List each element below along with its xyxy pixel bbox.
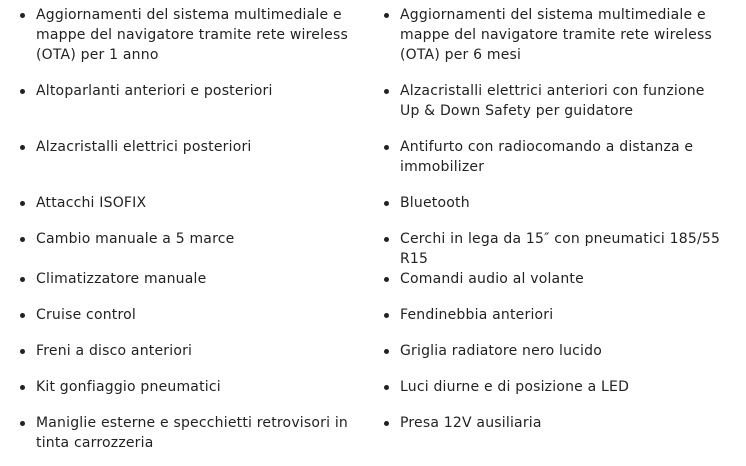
feature-text: Griglia radiatore nero lucido — [400, 343, 602, 359]
feature-text: Alzacristalli elettrici anteriori con funzione Up & Down Safety per guidatore — [400, 83, 705, 119]
feature-item — [364, 305, 728, 341]
feature-text: Cruise control — [36, 307, 136, 323]
feature-item — [0, 137, 364, 193]
feature-item — [0, 5, 364, 81]
bullet-icon — [384, 385, 389, 390]
bullet-icon — [384, 313, 389, 318]
feature-text: Bluetooth — [400, 195, 470, 211]
feature-text: Alzacristalli elettrici posteriori — [36, 139, 252, 155]
feature-text: Aggiornamenti del sistema multimediale e mappe del navigatore tramite rete wireless (OTA) per 6 mesi — [400, 7, 712, 63]
bullet-icon — [20, 349, 25, 354]
bullet-icon — [20, 89, 25, 94]
bullet-icon — [384, 89, 389, 94]
feature-text: Kit gonfiaggio pneumatici — [36, 379, 221, 395]
feature-text: Attacchi ISOFIX — [36, 195, 147, 211]
bullet-icon — [20, 201, 25, 206]
bullet-icon — [20, 385, 25, 390]
feature-text: Cambio manuale a 5 marce — [36, 231, 235, 247]
bullet-icon — [384, 277, 389, 282]
feature-item — [0, 341, 364, 377]
feature-item — [364, 269, 728, 305]
feature-text: Comandi audio al volante — [400, 271, 584, 287]
feature-item — [0, 229, 364, 269]
feature-text: Freni a disco anteriori — [36, 343, 193, 359]
feature-item — [364, 341, 728, 377]
feature-text: Fendinebbia anteriori — [400, 307, 554, 323]
feature-item — [0, 305, 364, 341]
feature-item — [364, 5, 728, 81]
feature-item — [364, 413, 728, 453]
bullet-icon — [20, 13, 25, 18]
feature-text: Presa 12V ausiliaria — [400, 415, 542, 431]
feature-text: Maniglie esterne e specchietti retrovisori in tinta carrozzeria — [36, 415, 349, 451]
feature-text: Altoparlanti anteriori e posteriori — [36, 83, 273, 99]
feature-text: Luci diurne e di posizione a LED — [400, 379, 630, 395]
bullet-icon — [20, 421, 25, 426]
feature-text: Antifurto con radiocomando a distanza e immobilizer — [400, 139, 694, 175]
bullet-icon — [20, 313, 25, 318]
feature-item — [364, 137, 728, 193]
feature-item — [0, 413, 364, 453]
feature-item — [364, 193, 728, 229]
bullet-icon — [384, 13, 389, 18]
bullet-icon — [384, 201, 389, 206]
feature-item — [0, 193, 364, 229]
features-list — [0, 5, 746, 453]
feature-text: Climatizzatore manuale — [36, 271, 207, 287]
feature-item — [364, 81, 728, 137]
feature-item — [0, 377, 364, 413]
bullet-icon — [20, 145, 25, 150]
feature-text: Aggiornamenti del sistema multimediale e mappe del navigatore tramite rete wireless (OTA) per 1 anno — [36, 7, 348, 63]
feature-item — [0, 81, 364, 137]
feature-item — [0, 269, 364, 305]
bullet-icon — [384, 237, 389, 242]
bullet-icon — [384, 349, 389, 354]
bullet-icon — [20, 277, 25, 282]
feature-item — [364, 229, 728, 269]
feature-item — [364, 377, 728, 413]
bullet-icon — [384, 145, 389, 150]
bullet-icon — [384, 421, 389, 426]
feature-text: Cerchi in lega da 15″ con pneumatici 185/55 R15 — [400, 231, 721, 267]
bullet-icon — [20, 237, 25, 242]
